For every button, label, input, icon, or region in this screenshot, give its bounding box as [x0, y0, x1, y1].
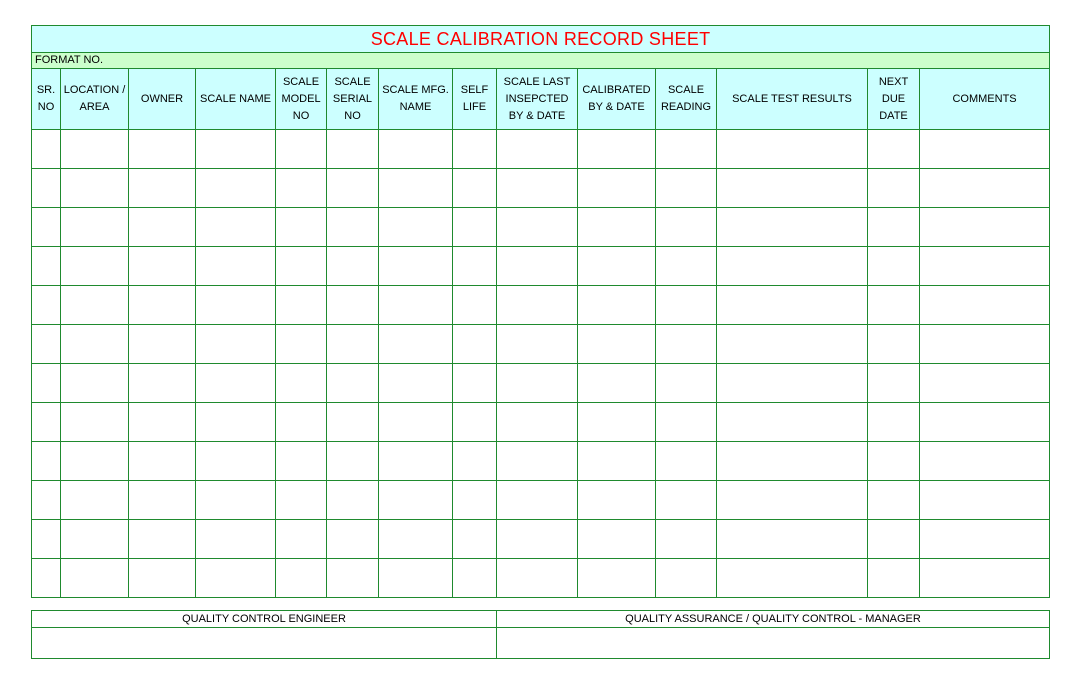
- record-row: [32, 364, 1050, 403]
- calibration-record-table: [31, 25, 1050, 598]
- record-cell[interactable]: [578, 208, 656, 247]
- qc-engineer-label: QUALITY CONTROL ENGINEER: [32, 611, 497, 628]
- record-cell[interactable]: [497, 325, 578, 364]
- record-cell[interactable]: [497, 520, 578, 559]
- record-cell[interactable]: [717, 130, 868, 169]
- record-cell[interactable]: [656, 481, 717, 520]
- record-cell[interactable]: [578, 286, 656, 325]
- record-cell[interactable]: [196, 208, 276, 247]
- record-cell[interactable]: [656, 169, 717, 208]
- record-cell[interactable]: [379, 169, 453, 208]
- record-cell[interactable]: [379, 442, 453, 481]
- record-cell[interactable]: [379, 130, 453, 169]
- record-cell[interactable]: [61, 481, 129, 520]
- record-cell[interactable]: [920, 208, 1050, 247]
- record-cell[interactable]: [656, 130, 717, 169]
- record-cell[interactable]: [196, 325, 276, 364]
- record-cell[interactable]: [379, 286, 453, 325]
- record-cell[interactable]: [61, 208, 129, 247]
- record-cell[interactable]: [497, 286, 578, 325]
- record-cell[interactable]: [717, 325, 868, 364]
- record-cell[interactable]: [196, 130, 276, 169]
- signature-table: [31, 610, 1050, 659]
- record-cell[interactable]: [327, 247, 379, 286]
- record-cell[interactable]: [453, 364, 497, 403]
- record-cell[interactable]: [276, 559, 327, 598]
- column-header: NEXT DUE DATE: [868, 69, 920, 130]
- record-row: [32, 559, 1050, 598]
- format-number-label: FORMAT NO.: [32, 53, 1050, 69]
- format-row: [32, 53, 1050, 69]
- record-row: [32, 169, 1050, 208]
- record-cell[interactable]: [920, 364, 1050, 403]
- record-cell[interactable]: [196, 403, 276, 442]
- record-cell[interactable]: [327, 403, 379, 442]
- record-cell[interactable]: [497, 247, 578, 286]
- record-cell[interactable]: [453, 442, 497, 481]
- column-header: SCALE READING: [656, 69, 717, 130]
- column-header: SELF LIFE: [453, 69, 497, 130]
- record-cell[interactable]: [656, 325, 717, 364]
- record-cell[interactable]: [868, 559, 920, 598]
- record-cell[interactable]: [276, 169, 327, 208]
- record-cell[interactable]: [327, 286, 379, 325]
- record-cell[interactable]: [276, 247, 327, 286]
- record-cell[interactable]: [379, 559, 453, 598]
- record-cell[interactable]: [61, 286, 129, 325]
- record-cell[interactable]: [32, 130, 61, 169]
- record-cell[interactable]: [32, 169, 61, 208]
- record-cell[interactable]: [868, 325, 920, 364]
- record-row: [32, 403, 1050, 442]
- record-cell[interactable]: [717, 286, 868, 325]
- record-cell[interactable]: [32, 364, 61, 403]
- record-cell[interactable]: [32, 247, 61, 286]
- record-cell[interactable]: [920, 247, 1050, 286]
- record-cell[interactable]: [656, 208, 717, 247]
- record-cell[interactable]: [656, 286, 717, 325]
- record-cell[interactable]: [276, 364, 327, 403]
- record-cell[interactable]: [717, 442, 868, 481]
- record-row: [32, 208, 1050, 247]
- record-row: [32, 481, 1050, 520]
- column-header: OWNER: [129, 69, 196, 130]
- record-cell[interactable]: [32, 208, 61, 247]
- record-cell[interactable]: [920, 520, 1050, 559]
- record-cell[interactable]: [129, 481, 196, 520]
- record-cell[interactable]: [327, 130, 379, 169]
- record-cell[interactable]: [61, 364, 129, 403]
- record-cell[interactable]: [920, 130, 1050, 169]
- record-cell[interactable]: [32, 325, 61, 364]
- record-cell[interactable]: [497, 364, 578, 403]
- record-cell[interactable]: [656, 403, 717, 442]
- record-cell[interactable]: [578, 325, 656, 364]
- record-cell[interactable]: [32, 286, 61, 325]
- record-cell[interactable]: [497, 481, 578, 520]
- record-cell[interactable]: [129, 403, 196, 442]
- record-cell[interactable]: [920, 559, 1050, 598]
- column-header: SCALE TEST RESULTS: [717, 69, 868, 130]
- record-cell[interactable]: [717, 247, 868, 286]
- record-cell[interactable]: [453, 481, 497, 520]
- signature-label-row: [32, 611, 1050, 628]
- record-cell[interactable]: [129, 325, 196, 364]
- record-cell[interactable]: [129, 559, 196, 598]
- record-cell[interactable]: [196, 442, 276, 481]
- record-cell[interactable]: [276, 520, 327, 559]
- column-header-row: [32, 69, 1050, 130]
- record-cell[interactable]: [578, 559, 656, 598]
- column-header: SCALE SERIAL NO: [327, 69, 379, 130]
- record-cell[interactable]: [32, 403, 61, 442]
- column-header: SCALE MFG. NAME: [379, 69, 453, 130]
- column-header: LOCATION / AREA: [61, 69, 129, 130]
- record-cell[interactable]: [453, 286, 497, 325]
- record-cell[interactable]: [578, 403, 656, 442]
- record-cell[interactable]: [497, 559, 578, 598]
- column-header: CALIBRATED BY & DATE: [578, 69, 656, 130]
- record-row: [32, 442, 1050, 481]
- column-header: SCALE LAST INSEPCTED BY & DATE: [497, 69, 578, 130]
- record-row: [32, 325, 1050, 364]
- record-cell[interactable]: [717, 364, 868, 403]
- record-cell[interactable]: [578, 520, 656, 559]
- title-row: [32, 26, 1050, 53]
- sheet-title: SCALE CALIBRATION RECORD SHEET: [32, 26, 1050, 53]
- record-cell[interactable]: [327, 169, 379, 208]
- record-cell[interactable]: [379, 364, 453, 403]
- record-cell[interactable]: [868, 286, 920, 325]
- record-cell[interactable]: [276, 130, 327, 169]
- record-cell[interactable]: [497, 403, 578, 442]
- record-cell[interactable]: [497, 169, 578, 208]
- record-cell[interactable]: [656, 364, 717, 403]
- record-cell[interactable]: [196, 247, 276, 286]
- record-cell[interactable]: [578, 169, 656, 208]
- record-cell[interactable]: [717, 481, 868, 520]
- record-cell[interactable]: [32, 481, 61, 520]
- record-cell[interactable]: [379, 403, 453, 442]
- record-cell[interactable]: [497, 130, 578, 169]
- qc-engineer-signature-field[interactable]: [32, 628, 497, 659]
- record-cell[interactable]: [656, 247, 717, 286]
- record-cell[interactable]: [868, 208, 920, 247]
- record-cell[interactable]: [327, 364, 379, 403]
- record-cell[interactable]: [453, 169, 497, 208]
- record-cell[interactable]: [453, 520, 497, 559]
- record-cell[interactable]: [920, 442, 1050, 481]
- record-cell[interactable]: [868, 169, 920, 208]
- record-cell[interactable]: [453, 130, 497, 169]
- record-cell[interactable]: [717, 559, 868, 598]
- record-cell[interactable]: [868, 442, 920, 481]
- record-cell[interactable]: [578, 130, 656, 169]
- record-cell[interactable]: [920, 286, 1050, 325]
- record-row: [32, 286, 1050, 325]
- record-cell[interactable]: [717, 403, 868, 442]
- record-cell[interactable]: [920, 169, 1050, 208]
- record-cell[interactable]: [276, 325, 327, 364]
- column-header: COMMENTS: [920, 69, 1050, 130]
- record-cell[interactable]: [868, 130, 920, 169]
- record-cell[interactable]: [379, 208, 453, 247]
- record-cell[interactable]: [276, 286, 327, 325]
- record-cell[interactable]: [61, 130, 129, 169]
- record-cell[interactable]: [868, 403, 920, 442]
- record-cell[interactable]: [129, 520, 196, 559]
- record-cell[interactable]: [656, 442, 717, 481]
- record-cell[interactable]: [578, 442, 656, 481]
- record-cell[interactable]: [578, 247, 656, 286]
- record-cell[interactable]: [196, 520, 276, 559]
- record-cell[interactable]: [32, 442, 61, 481]
- record-cell[interactable]: [61, 403, 129, 442]
- record-cell[interactable]: [196, 364, 276, 403]
- record-cell[interactable]: [196, 559, 276, 598]
- record-cell[interactable]: [453, 559, 497, 598]
- record-cell[interactable]: [196, 286, 276, 325]
- signature-space-row: [32, 628, 1050, 659]
- record-cell[interactable]: [129, 364, 196, 403]
- record-cell[interactable]: [129, 442, 196, 481]
- column-header: SCALE MODEL NO: [276, 69, 327, 130]
- record-cell[interactable]: [61, 520, 129, 559]
- record-cell[interactable]: [61, 559, 129, 598]
- record-row: [32, 247, 1050, 286]
- record-cell[interactable]: [868, 364, 920, 403]
- record-cell[interactable]: [327, 442, 379, 481]
- record-cell[interactable]: [379, 520, 453, 559]
- record-row: [32, 520, 1050, 559]
- record-cell[interactable]: [276, 403, 327, 442]
- record-cell[interactable]: [453, 403, 497, 442]
- record-cell[interactable]: [656, 559, 717, 598]
- record-cell[interactable]: [327, 208, 379, 247]
- record-cell[interactable]: [61, 325, 129, 364]
- record-cell[interactable]: [129, 286, 196, 325]
- record-cell[interactable]: [276, 481, 327, 520]
- record-cell[interactable]: [196, 481, 276, 520]
- record-cell[interactable]: [379, 325, 453, 364]
- record-cell[interactable]: [920, 481, 1050, 520]
- record-cell[interactable]: [578, 481, 656, 520]
- record-cell[interactable]: [379, 247, 453, 286]
- record-cell[interactable]: [327, 520, 379, 559]
- record-cell[interactable]: [656, 520, 717, 559]
- record-cell[interactable]: [129, 130, 196, 169]
- record-cell[interactable]: [717, 208, 868, 247]
- record-cell[interactable]: [276, 442, 327, 481]
- column-header: SR. NO: [32, 69, 61, 130]
- record-cell[interactable]: [32, 520, 61, 559]
- record-cell[interactable]: [196, 169, 276, 208]
- record-cell[interactable]: [497, 442, 578, 481]
- record-cell[interactable]: [327, 559, 379, 598]
- record-cell[interactable]: [379, 481, 453, 520]
- record-cell[interactable]: [32, 559, 61, 598]
- record-cell[interactable]: [868, 481, 920, 520]
- record-cell[interactable]: [868, 247, 920, 286]
- record-cell[interactable]: [717, 169, 868, 208]
- qa-qc-manager-label: QUALITY ASSURANCE / QUALITY CONTROL - MANAGER: [497, 611, 1050, 628]
- record-cell[interactable]: [868, 520, 920, 559]
- qa-qc-manager-signature-field[interactable]: [497, 628, 1050, 659]
- record-row: [32, 130, 1050, 169]
- record-cell[interactable]: [129, 169, 196, 208]
- record-cell[interactable]: [453, 325, 497, 364]
- record-cell[interactable]: [453, 247, 497, 286]
- record-cell[interactable]: [129, 208, 196, 247]
- record-cell[interactable]: [276, 208, 327, 247]
- record-cell[interactable]: [920, 403, 1050, 442]
- record-cell[interactable]: [61, 442, 129, 481]
- column-header: SCALE NAME: [196, 69, 276, 130]
- record-cell[interactable]: [61, 247, 129, 286]
- record-cell[interactable]: [327, 325, 379, 364]
- record-cell[interactable]: [61, 169, 129, 208]
- record-cell[interactable]: [920, 325, 1050, 364]
- record-cell[interactable]: [497, 208, 578, 247]
- record-cell[interactable]: [129, 247, 196, 286]
- record-cell[interactable]: [453, 208, 497, 247]
- record-cell[interactable]: [578, 364, 656, 403]
- record-cell[interactable]: [327, 481, 379, 520]
- record-cell[interactable]: [717, 520, 868, 559]
